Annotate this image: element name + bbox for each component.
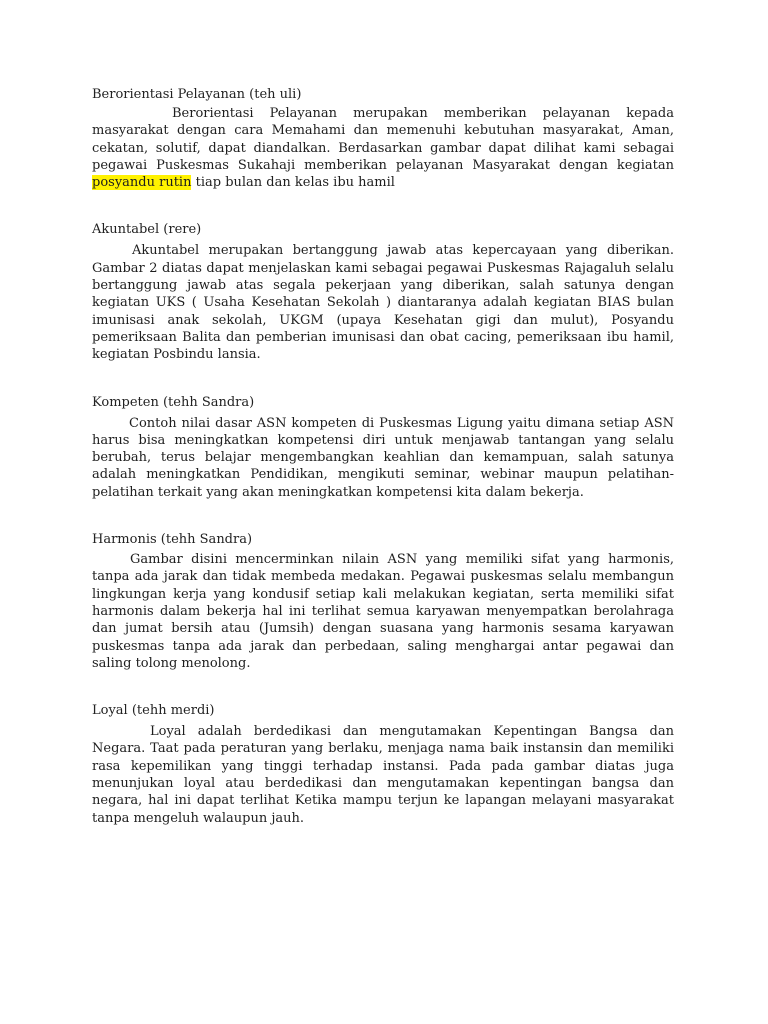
section-paragraph-akuntabel: Akuntabel merupakan bertanggung jawab atas kepercayaan yang diberikan. Gambar 2 diatas dapat menjelaskan kami sebagai pegawai Puskesmas Rajagaluh selalu bertanggung jawab atas segala pekerjaan yang diberikan, salah satunya dengan kegiatan UKS ( Usaha Kesehatan Sekolah ) diantaranya adalah kegiatan BIAS bulan imunisasi anak sekolah, UKGM (upaya Kesehatan gigi dan mulut), Posyandu pemeriksaan Balita dan pemberian imunisasi dan obat cacing, pemeriksaan ibu hamil, kegiatan Posbindu lansia. (92, 243, 674, 363)
section-heading-akuntabel: Akuntabel (rere) (92, 222, 202, 238)
section-heading-kompeten: Kompeten (tehh Sandra) (92, 394, 255, 410)
section-paragraph-kompeten: Contoh nilai dasar ASN kompeten di Puskesmas Ligung yaitu dimana setiap ASN harus bisa meningkatkan kompetensi diri untuk menjawab tantangan yang selalu berubah, terus belajar mengembangkan keahlian dan kemampuan, salah satunya adalah meningkatkan Pendidikan, mengikuti seminar, webinar maupun pelatihan-pelatihan terkait yang akan meningkatkan kompetensi kita dalam bekerja. (92, 415, 674, 500)
section-paragraph-loyal: Loyal adalah berdedikasi dan mengutamakan Kepentingan Bangsa dan Negara. Taat pada peraturan yang berlaku, menjaga nama baik instansin dan memiliki rasa kepemilikan yang tinggi terhadap instansi. Pada pada gambar diatas juga menunjukan loyal atau berdedikasi dan mengutamakan kepentingan bangsa dan negara, hal ini dapat terlihat Ketika mampu terjun ke lapangan melayani masyarakat tanpa mengeluh walaupun jauh. (92, 724, 674, 826)
highlighted-text: posyandu rutin (92, 175, 192, 191)
paragraph-text: tiap bulan dan kelas ibu hamil (191, 175, 395, 191)
paragraph-text: Berorientasi Pelayanan merupakan memberikan pelayanan kepada masyarakat dengan cara Memahami dan memenuhi kebutuhan masyarakat, Aman, cekatan, solutif, dapat diandalkan. Berdasarkan gambar dapat dilihat kami sebagai pegawai Puskesmas Sukahaji memberikan pelayanan Masyarakat dengan kegiatan (92, 106, 674, 173)
section-paragraph-harmonis: Gambar disini mencerminkan nilain ASN yang memiliki sifat yang harmonis, tanpa ada jarak dan tidak membeda medakan. Pegawai puskesmas selalu membangun lingkungan kerja yang kondusif setiap kali melakukan kegiatan, serta memiliki sifat harmonis dalam bekerja hal ini terlihat semua karyawan menyempatkan berolahraga dan jumat bersih atau (Jumsih) dengan suasana yang harmonis sesama karyawan puskesmas tanpa ada jarak dan perbedaan, saling menghargai antar pegawai dan saling tolong menolong. (92, 552, 674, 671)
section-heading-berorientasi-pelayanan: Berorientasi Pelayanan (teh uli) (92, 87, 302, 102)
document-body (92, 86, 674, 827)
section-paragraph-berorientasi-pelayanan (92, 105, 674, 191)
section-heading-loyal: Loyal (tehh merdi) (92, 703, 215, 719)
section-heading-harmonis: Harmonis (tehh Sandra) (92, 532, 253, 548)
